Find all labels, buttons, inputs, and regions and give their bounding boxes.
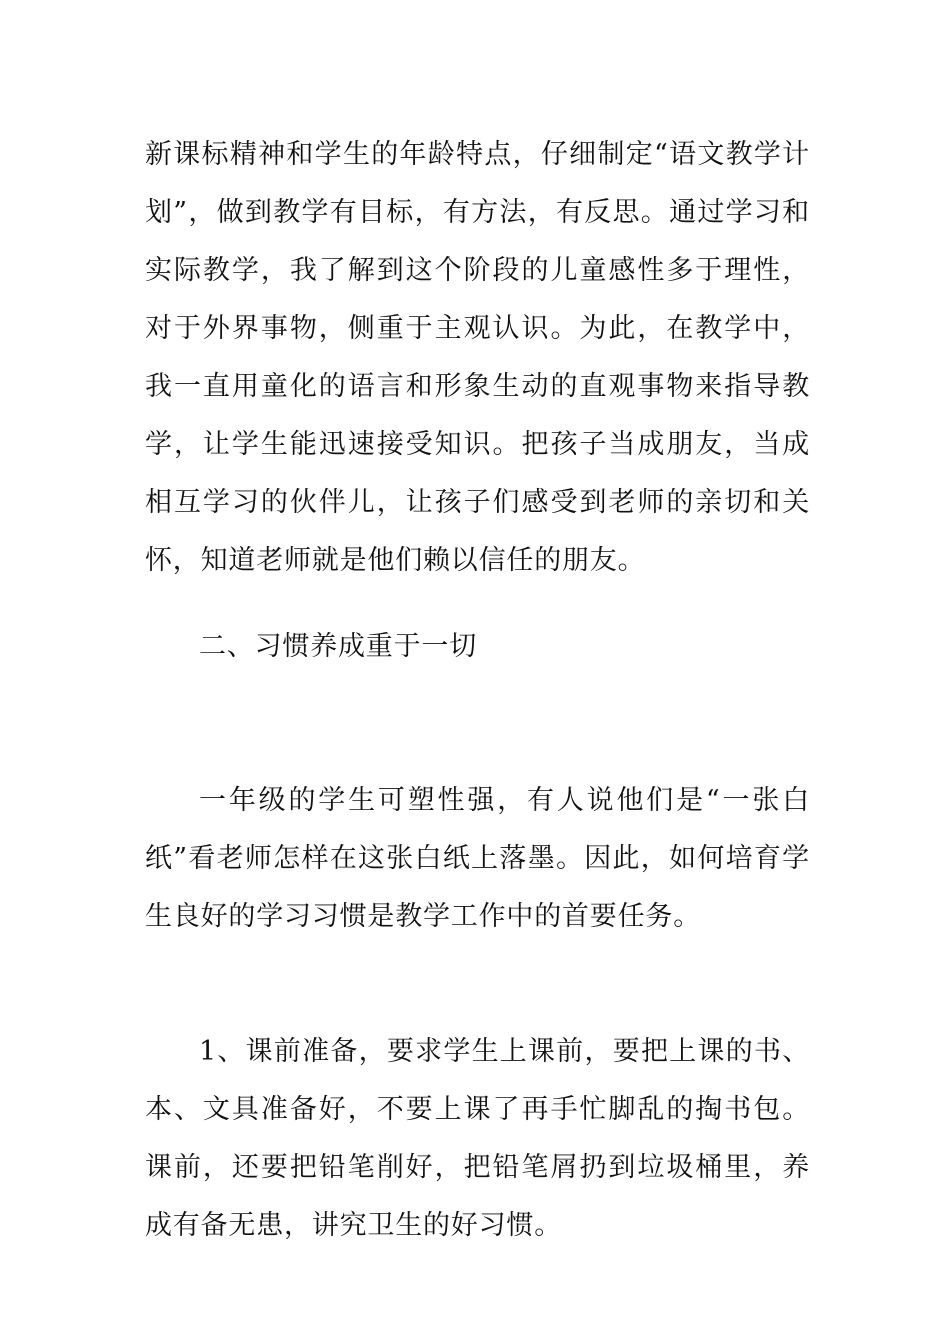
body-paragraph-class-preparation: 1、课前准备，要求学生上课前，要把上课的书、本、文具准备好，不要上课了再手忙脚乱的掏书包。课前，还要把铅笔削好，把铅笔屑扔到垃圾桶里，养成有备无患，讲究卫生的好习惯。 [145,1036,810,1241]
body-paragraph-teaching-plan: 新课标精神和学生的年龄特点，仔细制定“语文教学计划”，做到教学有目标，有方法，有反思。通过学习和实际教学，我了解到这个阶段的儿童感性多于理性，对于外界事物，侧重于主观认识。为此，在教学中，我一直用童化的语言和形象生动的直观事物来指导教学，让学生能迅速接受知识。把孩子当成朋友，当成相互学习的伙伴儿，让孩子们感受到老师的亲切和关怀，知道老师就是他们赖以信任的朋友。 [145,139,810,576]
section-heading-habits: 二、习惯养成重于一切 [199,631,477,662]
body-paragraph-first-grade: 一年级的学生可塑性强，有人说他们是“一张白纸”看老师怎样在这张白纸上落墨。因此，如何培育学生良好的学习习惯是教学工作中的首要任务。 [145,785,810,932]
